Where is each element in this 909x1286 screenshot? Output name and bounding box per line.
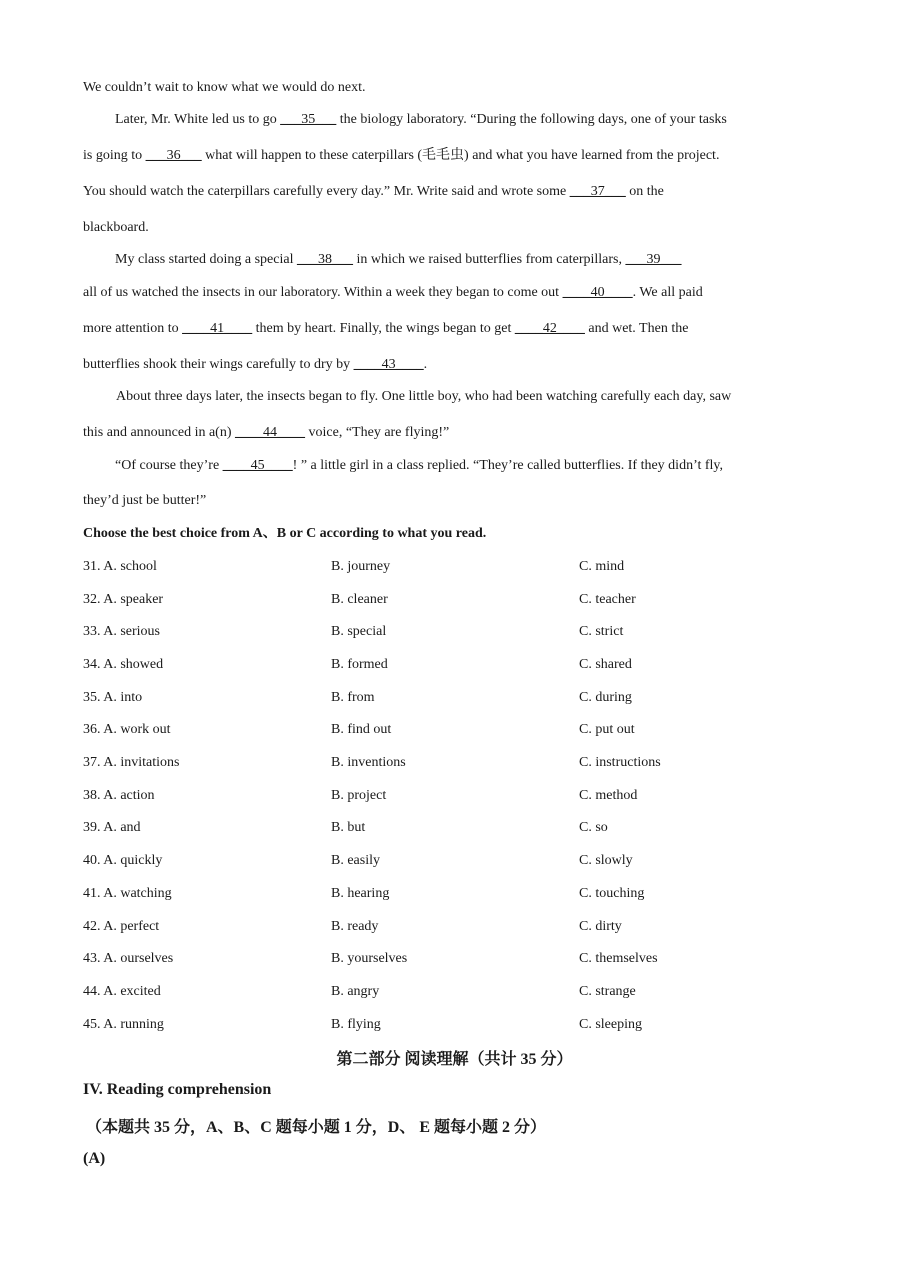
option-a: 37. A. invitations: [83, 755, 180, 770]
passage-text: in which we raised butterflies from caterpillars,: [352, 252, 626, 267]
option-c: C. strict: [579, 624, 624, 639]
option-c: C. dirty: [579, 919, 622, 934]
blank-42: ____42____: [514, 321, 585, 336]
blank-39: ___39___: [625, 252, 682, 267]
passage-text: this and announced in a(n): [83, 425, 236, 440]
option-b: B. cleaner: [331, 592, 388, 607]
passage-text: You should watch the caterpillars carefully every day.” Mr. Write said and wrote some: [83, 184, 570, 199]
passage-text: We couldn’t wait to know what we would do next.: [83, 80, 366, 95]
option-b: B. ready: [331, 919, 379, 934]
passage-line: [83, 219, 149, 237]
instruction: Choose the best choice from A、B or C according to what you read.: [83, 526, 487, 541]
option-c: C. sleeping: [579, 1017, 642, 1032]
option-a: 40. A. quickly: [83, 853, 163, 868]
option-row: [83, 1016, 823, 1034]
option-b: B. flying: [331, 1017, 381, 1032]
option-b: B. yourselves: [331, 951, 408, 966]
part-two-title: 第二部分 阅读理解（共计 35 分）: [336, 1051, 573, 1068]
option-b: B. from: [331, 690, 375, 705]
scoring-note: （本题共 35 分，A、B、C 题每小题 1 分，D、 E 题每小题 2 分）: [86, 1119, 547, 1136]
option-c: C. teacher: [579, 592, 636, 607]
passage-text: is going to: [83, 148, 146, 163]
option-row: [83, 623, 823, 641]
option-b: B. special: [331, 624, 387, 639]
passage-text: the biology laboratory. “During the following days, one of your tasks: [336, 112, 727, 127]
option-row: [83, 591, 823, 609]
passage-text: About three days later, the insects began to fly. One little boy, who had been watching carefully each day, saw: [116, 389, 732, 404]
option-b: B. hearing: [331, 886, 390, 901]
blank-41: ____41____: [182, 321, 253, 336]
passage-text: My class started doing a special: [115, 252, 297, 267]
option-a: 32. A. speaker: [83, 592, 164, 607]
option-a: 38. A. action: [83, 788, 155, 803]
blank-37: ___37___: [569, 184, 626, 199]
option-a: 43. A. ourselves: [83, 951, 174, 966]
option-row: [83, 950, 823, 968]
option-a: 35. A. into: [83, 690, 143, 705]
passage-text: all of us watched the insects in our laboratory. Within a week they began to come out: [83, 285, 563, 300]
blank-38: ___38___: [296, 252, 353, 267]
passage-line: [116, 388, 731, 406]
blank-40: ____40____: [562, 285, 633, 300]
passage-line: [83, 356, 427, 374]
passage-text: blackboard.: [83, 220, 149, 235]
option-row: [83, 689, 823, 707]
option-row: [83, 852, 823, 870]
option-c: C. method: [579, 788, 638, 803]
option-row: [83, 558, 823, 576]
blank-45: ____45____: [222, 458, 293, 473]
passage-text: they’d just be butter!”: [83, 493, 207, 508]
option-b: B. formed: [331, 657, 388, 672]
blank-44: ____44____: [235, 425, 306, 440]
passage-line: [83, 284, 703, 302]
option-row: [83, 819, 823, 837]
option-row: [83, 787, 823, 805]
blank-35: ___35___: [280, 112, 337, 127]
option-c: C. put out: [579, 722, 635, 737]
option-c: C. slowly: [579, 853, 633, 868]
option-a: 39. A. and: [83, 820, 141, 835]
option-b: B. angry: [331, 984, 380, 999]
subsection-label: (A): [83, 1150, 106, 1167]
passage-text: more attention to: [83, 321, 183, 336]
option-row: [83, 885, 823, 903]
option-c: C. during: [579, 690, 632, 705]
passage-line: [83, 424, 449, 442]
passage-text: what will happen to these caterpillars (毛毛虫) and what you have learned from the project.: [201, 148, 720, 163]
blank-36: ___36___: [145, 148, 202, 163]
passage-text: . We all paid: [632, 285, 703, 300]
option-c: C. touching: [579, 886, 645, 901]
passage-line: [83, 79, 365, 97]
option-a: 45. A. running: [83, 1017, 164, 1032]
option-a: 36. A. work out: [83, 722, 171, 737]
option-a: 41. A. watching: [83, 886, 172, 901]
passage-text: butterflies shook their wings carefully to dry by: [83, 357, 354, 372]
option-a: 44. A. excited: [83, 984, 161, 999]
passage-text: them by heart. Finally, the wings began to get: [252, 321, 515, 336]
option-row: [83, 656, 823, 674]
option-row: [83, 983, 823, 1001]
section-title: IV. Reading comprehension: [83, 1081, 272, 1098]
option-a: 42. A. perfect: [83, 919, 160, 934]
option-b: B. inventions: [331, 755, 406, 770]
option-a: 33. A. serious: [83, 624, 160, 639]
option-b: B. but: [331, 820, 366, 835]
option-b: B. find out: [331, 722, 392, 737]
option-a: 31. A. school: [83, 559, 157, 574]
passage-line: [83, 183, 664, 201]
option-c: C. instructions: [579, 755, 661, 770]
option-row: [83, 754, 823, 772]
passage-line: [83, 320, 688, 338]
passage-text: on the: [625, 184, 664, 199]
passage-line: [115, 251, 681, 269]
passage-text: “Of course they’re: [115, 458, 223, 473]
option-c: C. strange: [579, 984, 636, 999]
option-c: C. themselves: [579, 951, 658, 966]
option-b: B. easily: [331, 853, 380, 868]
option-row: [83, 721, 823, 739]
option-c: C. mind: [579, 559, 625, 574]
option-a: 34. A. showed: [83, 657, 164, 672]
option-c: C. so: [579, 820, 608, 835]
passage-text: Later, Mr. White led us to go: [115, 112, 281, 127]
blank-43: ____43____: [353, 357, 424, 372]
passage-line: [115, 111, 727, 129]
passage-line: [115, 457, 723, 475]
option-row: [83, 918, 823, 936]
passage-text: and wet. Then the: [584, 321, 689, 336]
option-c: C. shared: [579, 657, 632, 672]
passage-text: voice, “They are flying!”: [305, 425, 450, 440]
passage-line: [83, 492, 206, 510]
passage-text: ! ” a little girl in a class replied. “They’re called butterflies. If they didn’t fly,: [292, 458, 724, 473]
option-b: B. journey: [331, 559, 391, 574]
option-b: B. project: [331, 788, 387, 803]
passage-line: [83, 147, 719, 165]
passage-text: .: [423, 357, 428, 372]
